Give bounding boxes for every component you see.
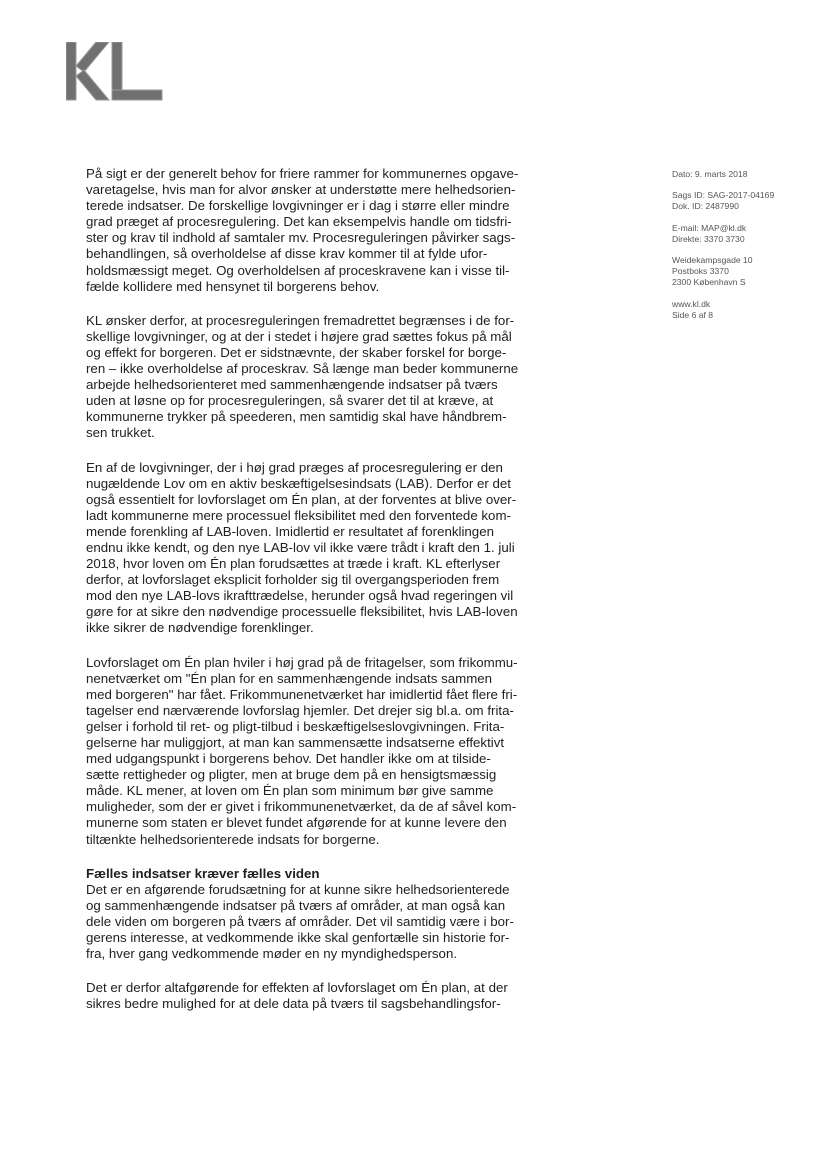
section-heading: Fælles indsatser kræver fælles viden [86,865,320,881]
text-line: Det er en afgørende forudsætning for at kunne sikre helhedsorienterede [86,881,510,897]
sidebar-group [672,255,822,289]
paragraph [86,980,558,1012]
paragraph [86,882,558,962]
text-line: fælde kollidere med hensynet til borgerens behov. [86,278,380,294]
text-line: muligheder, som der er givet i frikommunenetværket, da de af såvel kom- [86,799,517,815]
sidebar-line: www.kl.dk [672,298,711,309]
text-line: dele viden om borgeren på tværs af områder. Det vil samtidig være i bor- [86,913,514,929]
text-line: Det er derfor altafgørende for effekten af lovforslaget om Én plan, at der [86,980,508,996]
text-line: varetagelse, hvis man for alvor ønsker at understøtte mere helhedsorien- [86,182,516,198]
text-line: ladt kommunerne mere processuel fleksibilitet med den forventede kom- [86,507,511,523]
text-line: fra, hver gang vedkommende møder en ny myndighedsperson. [86,946,458,962]
sidebar-group [672,223,822,245]
text-line: gelserne har muliggjort, at man kan sammensætte indsatserne effektivt [86,735,505,750]
sidebar-line: Side 6 af 8 [672,309,714,320]
text-line: arbejde helhedsorienteret med sammenhængende indsatser på tværs [86,377,498,393]
text-line: gelser i forhold til ret- og pligt-tilbud i beskæftigelseslovgivningen. Frita- [86,718,505,734]
text-line: På sigt er der generelt behov for friere rammer for kommunernes opgave- [86,166,519,181]
text-line: 2018, hvor loven om Én plan forudsættes at træde i kraft. KL efterlyser [86,556,501,572]
text-line: sikres bedre mulighed for at dele data på tværs til sagsbehandlingsfor- [86,996,501,1012]
text-line: nenetværket om "Én plan for en sammenhængende indsats sammen [86,670,493,686]
sidebar-line: Direkte: 3370 3730 [672,233,745,244]
letter-body [86,166,558,1030]
text-line: tagelser end nærværende lovforslag hjemler. Det drejer sig bl.a. om frita- [86,702,514,718]
text-line: gøre for at sikre den nødvendige processuelle fleksibilitet, hvis LAB-loven [86,604,518,620]
text-line: og sammenhængende indsatser på tværs af områder, at man også kan [86,897,506,913]
text-line: mende forenkling af LAB-loven. Imidlertid er resultatet af forenklingen [86,523,494,539]
sidebar-line: Postboks 3370 [672,266,729,277]
text-line: ikke sikrer de nødvendige forenklinger. [86,620,314,636]
text-line: behandlingen, så overholdelse af disse krav kommer til at fylde ufor- [86,246,488,262]
sidebar-group [672,169,822,180]
text-line: skellige lovgivninger, og at der i stedet i højere grad sættes fokus på mål [86,328,512,344]
text-line: munerne som staten er blevet fundet afgørende for at kunne levere den [86,815,507,831]
paragraph [86,460,558,637]
kl-logo [66,42,166,102]
text-line: også essentielt for lovforslaget om Én plan, at der forventes at blive over- [86,491,517,507]
text-line: grad præget af procesregulering. Det kan eksempelvis handle om tidsfri- [86,214,512,230]
text-line: måde. KL mener, at loven om Én plan som minimum bør give samme [86,783,494,799]
paragraph [86,166,558,295]
paragraph [86,655,558,848]
text-line: holdsmæssigt meget. Og overholdelsen af proceskravene kan i visse til- [86,262,510,278]
text-line: med borgeren" har fået. Frikommunenetværket har imidlertid fået flere fri- [86,686,518,702]
sidebar-line: Dato: 9. marts 2018 [672,169,748,179]
text-line: ster og krav til indhold af samtaler mv. Procesreguleringen påvirker sags- [86,230,516,246]
sidebar-line: E-mail: MAP@kl.dk [672,222,747,233]
sidebar-group [672,299,822,321]
sidebar-line: 2300 København S [672,277,746,288]
text-line: mod den nye LAB-lovs ikrafttrædelse, herunder også hvad regeringen vil [86,588,514,604]
text-line: ren – ikke overholdelse af proceskrav. Så længe man beder kommunerne [86,361,519,377]
text-line: gerens interesse, at vedkommende ikke skal genfortælle sin historie for- [86,930,510,946]
text-line: En af de lovgivninger, der i høj grad præges af procesregulering er den [86,459,503,475]
text-line: kommunerne trykker på speederen, men samtidig skal have håndbrem- [86,409,507,425]
text-line: tiltænkte helhedsorienterede indsats for borgerne. [86,831,380,847]
sidebar-line: Weidekampsgade 10 [672,255,753,266]
sidebar-line: Dok. ID: 2487990 [672,201,739,212]
text-line: endnu ikke kendt, og den nye LAB-lov vil ikke være trådt i kraft den 1. juli [86,539,515,555]
text-line: KL ønsker derfor, at procesreguleringen fremadrettet begrænses i de for- [86,312,515,328]
text-line: nugældende Lov om en aktiv beskæftigelsesindsats (LAB). Derfor er det [86,475,511,491]
paragraph [86,313,558,442]
text-line: sen trukket. [86,425,155,441]
text-line: med udgangspunkt i borgerens behov. Det handler ikke om at tilside- [86,751,491,767]
text-line: sætte rettigheder og pligter, men at bruge dem på en hensigtsmæssig [86,767,497,783]
text-line: Lovforslaget om Én plan hviler i høj grad på de fritagelser, som frikommu- [86,654,518,670]
sidebar-line: Sags ID: SAG-2017-04169 [672,190,775,201]
text-line: og effekt for borgeren. Det er sidstnævnte, der skaber forskel for borge- [86,344,507,360]
text-line: uden at løsne op for procesreguleringen, så svarer det til at kræve, at [86,393,494,409]
sidebar-metadata [672,169,822,331]
text-line: derfor, at lovforslaget eksplicit forholder sig til overgangsperioden frem [86,572,500,588]
text-line: terede indsatser. De forskellige lovgivninger er i dag i større eller mindre [86,198,510,214]
sidebar-group [672,190,822,212]
